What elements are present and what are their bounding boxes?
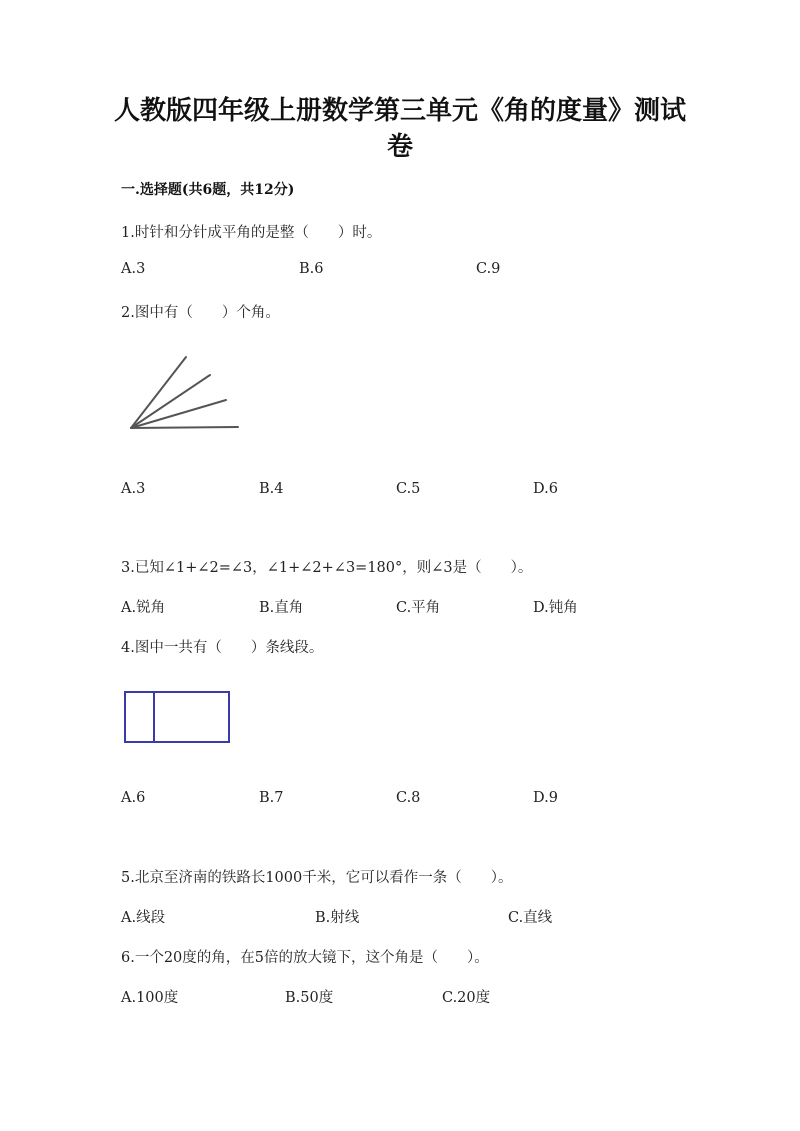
page-title-line-1: 人教版四年级上册数学第三单元《角的度量》测试 (113, 96, 686, 126)
question-4-stem: 4.图中一共有（ ）条线段。 (121, 640, 324, 656)
question-2-option-c[interactable]: C.5 (396, 481, 421, 497)
question-3-option-d[interactable]: D.钝角 (533, 600, 578, 616)
question-4-option-b[interactable]: B.7 (259, 790, 284, 806)
question-3-option-a[interactable]: A.锐角 (121, 600, 166, 616)
question-6-option-c[interactable]: C.20度 (442, 990, 491, 1006)
question-5-option-b[interactable]: B.射线 (315, 910, 360, 926)
ray-4 (131, 427, 238, 428)
question-3-option-c[interactable]: C.平角 (396, 600, 441, 616)
question-5-stem: 5.北京至济南的铁路长1000千米，它可以看作一条（ ）。 (121, 870, 513, 886)
question-1-option-b[interactable]: B.6 (299, 261, 324, 277)
question-2-option-b[interactable]: B.4 (259, 481, 284, 497)
question-1-option-c[interactable]: C.9 (476, 261, 501, 277)
question-6-option-b[interactable]: B.50度 (285, 990, 334, 1006)
ray-2 (131, 375, 210, 428)
question-2-stem: 2.图中有（ ）个角。 (121, 305, 280, 321)
question-1-option-a[interactable]: A.3 (121, 261, 146, 277)
question-4-option-d[interactable]: D.9 (533, 790, 558, 806)
question-4-option-c[interactable]: C.8 (396, 790, 421, 806)
question-6-stem: 6.一个20度的角，在5倍的放大镜下，这个角是（ ）。 (121, 950, 489, 966)
question-1-stem: 1.时针和分针成平角的是整（ ）时。 (121, 225, 382, 241)
question-2-option-d[interactable]: D.6 (533, 481, 558, 497)
ray-1 (131, 357, 186, 428)
question-2-option-a[interactable]: A.3 (121, 481, 146, 497)
question-4-option-a[interactable]: A.6 (121, 790, 146, 806)
question-3-stem: 3.已知∠1+∠2=∠3，∠1+∠2+∠3=180°，则∠3是（ ）。 (121, 560, 533, 576)
page-title-line-2: 卷 (386, 132, 413, 162)
question-5-option-c[interactable]: C.直线 (508, 910, 553, 926)
question-3-option-b[interactable]: B.直角 (259, 600, 304, 616)
ray-3 (131, 400, 226, 428)
question-5-option-a[interactable]: A.线段 (121, 910, 166, 926)
section-heading: 一.选择题(共6题，共12分) (121, 182, 295, 198)
question-6-option-a[interactable]: A.100度 (121, 990, 179, 1006)
rectangle-outline (125, 692, 229, 742)
